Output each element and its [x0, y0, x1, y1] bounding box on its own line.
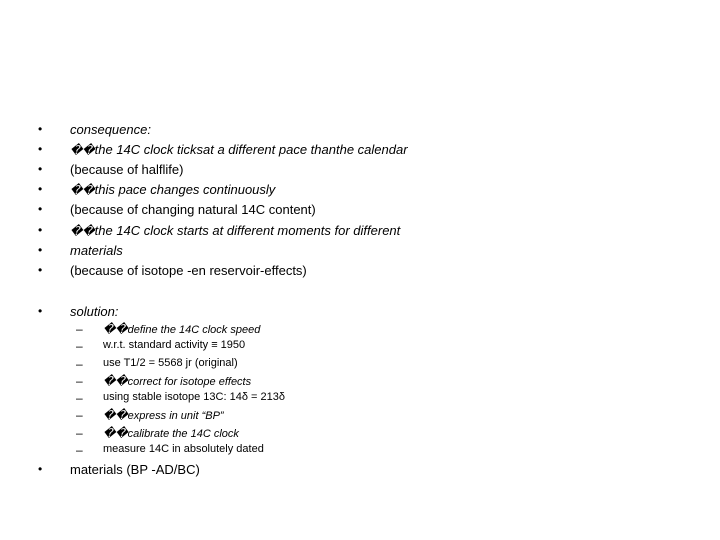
- missing-glyph: ��: [103, 408, 128, 422]
- sub-list-item-prefix: de: [127, 324, 140, 336]
- bullet: •: [38, 462, 43, 476]
- list-item-text: solution:: [70, 304, 119, 319]
- list-item-text: (because of isotope -en reservoir-effects): [70, 263, 307, 278]
- dash-bullet: –: [76, 322, 83, 336]
- dash-bullet: –: [76, 374, 83, 388]
- list-item-prefix: the: [94, 223, 113, 238]
- list-item-text: materials (BP -AD/BC): [70, 462, 200, 477]
- sub-list-item-text: [103, 374, 251, 388]
- list-item-text: [70, 223, 400, 238]
- dash-bullet: –: [76, 357, 83, 371]
- sub-list-item-prefix: ex: [127, 410, 140, 422]
- list-item-text: consequence:: [70, 122, 151, 137]
- sub-list-item-text: w.r.t. standard activity ≡ 1950: [103, 339, 246, 351]
- list-item-prefix: this: [94, 182, 115, 197]
- dash-bullet: –: [76, 408, 83, 422]
- sub-list-item-body: librate the 14C clock: [139, 428, 239, 440]
- sub-list-item-body: fine the 14C clock speed: [139, 324, 261, 336]
- list-item-body: 14C clock ticksat a different pace thanthe calendar: [116, 142, 408, 157]
- sub-list-item-text: [103, 322, 260, 336]
- bullet: •: [38, 162, 43, 176]
- list-item-text: (because of halflife): [70, 162, 184, 177]
- sub-list-item-text: use T1/2 = 5568 jr (original): [103, 357, 238, 369]
- dash-bullet: –: [76, 339, 83, 353]
- missing-glyph: ��: [70, 143, 95, 157]
- missing-glyph: ��: [70, 183, 95, 197]
- bullet: •: [38, 142, 43, 156]
- list-item-prefix: the: [94, 142, 113, 157]
- sub-list-item-text: [103, 408, 224, 422]
- missing-glyph: ��: [103, 322, 128, 336]
- bullet: •: [38, 122, 43, 136]
- sub-list-item-text: measure 14C in absolutely dated: [103, 443, 264, 455]
- sub-list-item-text: [103, 426, 239, 440]
- list-item-text: [70, 142, 408, 157]
- list-item-text: materials: [70, 243, 123, 258]
- bullet: •: [38, 202, 43, 216]
- sub-list-item-body: rrect for isotope effects: [139, 376, 252, 388]
- sub-list-item-prefix: co: [127, 376, 140, 388]
- dash-bullet: –: [76, 443, 83, 457]
- list-item-text: (because of changing natural 14C content): [70, 202, 316, 217]
- list-item-body: 14C clock starts at different moments for different: [116, 223, 401, 238]
- missing-glyph: ��: [103, 374, 128, 388]
- bullet: •: [38, 182, 43, 196]
- sub-list-item-body: press in unit “BP”: [139, 410, 224, 422]
- dash-bullet: –: [76, 391, 83, 405]
- sub-list-item-prefix: ca: [127, 428, 140, 440]
- missing-glyph: ��: [103, 426, 128, 440]
- list-item-body: pace changes continuously: [118, 182, 276, 197]
- bullet: •: [38, 223, 43, 237]
- list-item-text: [70, 182, 275, 197]
- bullet: •: [38, 304, 43, 318]
- sub-list-item-text: using stable isotope 13C: 14δ = 213δ: [103, 391, 285, 403]
- bullet: •: [38, 263, 43, 277]
- missing-glyph: ��: [70, 224, 95, 238]
- dash-bullet: –: [76, 426, 83, 440]
- bullet: •: [38, 243, 43, 257]
